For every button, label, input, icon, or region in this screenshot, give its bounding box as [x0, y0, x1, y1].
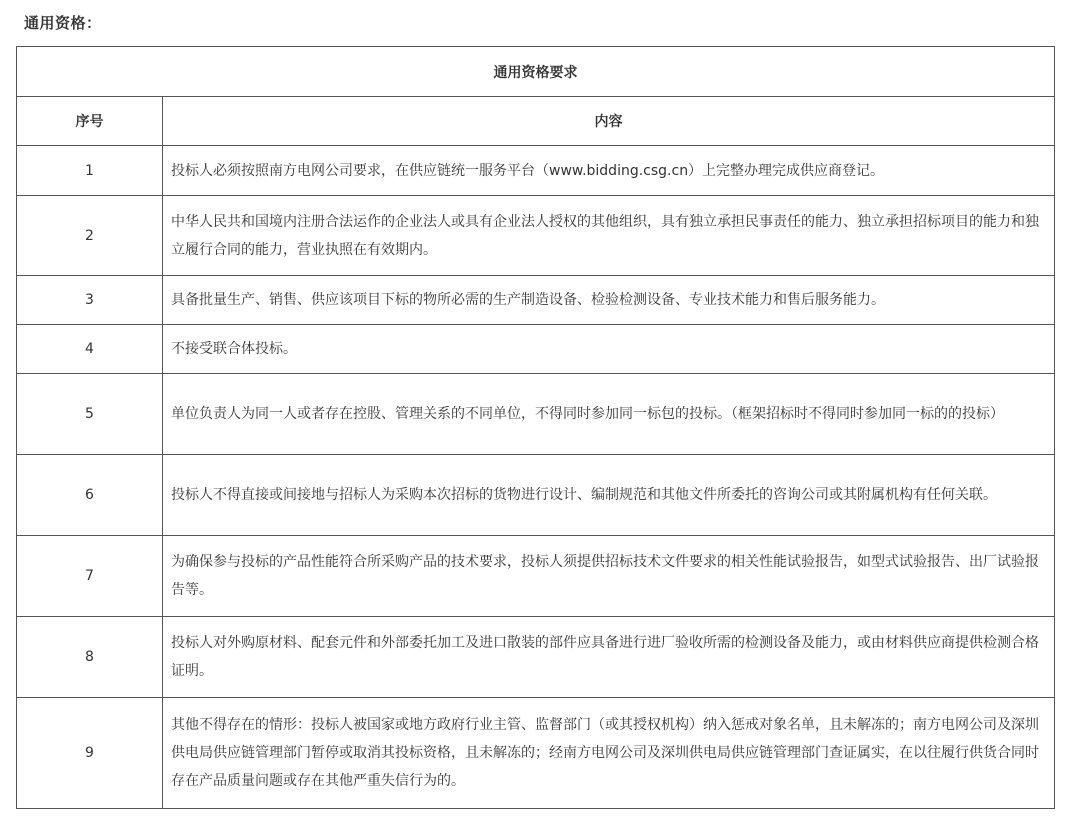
row-number: 7	[17, 536, 163, 617]
column-header-content: 内容	[163, 97, 1055, 146]
row-number: 1	[17, 146, 163, 196]
row-number: 9	[17, 698, 163, 809]
row-content: 投标人不得直接或间接地与招标人为采购本次招标的货物进行设计、编制规范和其他文件所委托的咨询公司或其附属机构有任何关联。	[163, 455, 1055, 536]
table-row	[17, 196, 1055, 276]
table-row	[17, 617, 1055, 698]
table-row	[17, 698, 1055, 809]
row-number: 6	[17, 455, 163, 536]
row-number: 3	[17, 276, 163, 325]
row-content: 不接受联合体投标。	[163, 325, 1055, 374]
row-number: 2	[17, 196, 163, 276]
table-row	[17, 536, 1055, 617]
row-number: 5	[17, 374, 163, 455]
table-row	[17, 455, 1055, 536]
table-row	[17, 374, 1055, 455]
table-header-row	[17, 97, 1055, 146]
column-header-number: 序号	[17, 97, 163, 146]
row-content: 中华人民共和国境内注册合法运作的企业法人或具有企业法人授权的其他组织，具有独立承担民事责任的能力、独立承担招标项目的能力和独立履行合同的能力，营业执照在有效期内。	[163, 196, 1055, 276]
row-number: 8	[17, 617, 163, 698]
table-title-row	[17, 47, 1055, 97]
table-title: 通用资格要求	[17, 47, 1055, 97]
row-number: 4	[17, 325, 163, 374]
row-content: 投标人对外购原材料、配套元件和外部委托加工及进口散装的部件应具备进行进厂验收所需的检测设备及能力，或由材料供应商提供检测合格证明。	[163, 617, 1055, 698]
table-row	[17, 146, 1055, 196]
section-heading: 通用资格：	[24, 14, 102, 32]
qualification-table	[16, 46, 1055, 809]
row-content: 其他不得存在的情形：投标人被国家或地方政府行业主管、监督部门（或其授权机构）纳入惩戒对象名单，且未解冻的；南方电网公司及深圳供电局供应链管理部门暂停或取消其投标资格，且未解冻的；经南方电网公司及深圳供电局供应链管理部门查证属实，在以往履行供货合同时存在产品质量问题或存在其他严重失信行为的。	[163, 698, 1055, 809]
row-content: 具备批量生产、销售、供应该项目下标的物所必需的生产制造设备、检验检测设备、专业技术能力和售后服务能力。	[163, 276, 1055, 325]
table-row	[17, 276, 1055, 325]
row-content: 为确保参与投标的产品性能符合所采购产品的技术要求，投标人须提供招标技术文件要求的相关性能试验报告，如型式试验报告、出厂试验报告等。	[163, 536, 1055, 617]
table-row	[17, 325, 1055, 374]
row-content: 投标人必须按照南方电网公司要求，在供应链统一服务平台（www.bidding.csg.cn）上完整办理完成供应商登记。	[163, 146, 1055, 196]
row-content: 单位负责人为同一人或者存在控股、管理关系的不同单位，不得同时参加同一标包的投标。（框架招标时不得同时参加同一标的的投标）	[163, 374, 1055, 455]
